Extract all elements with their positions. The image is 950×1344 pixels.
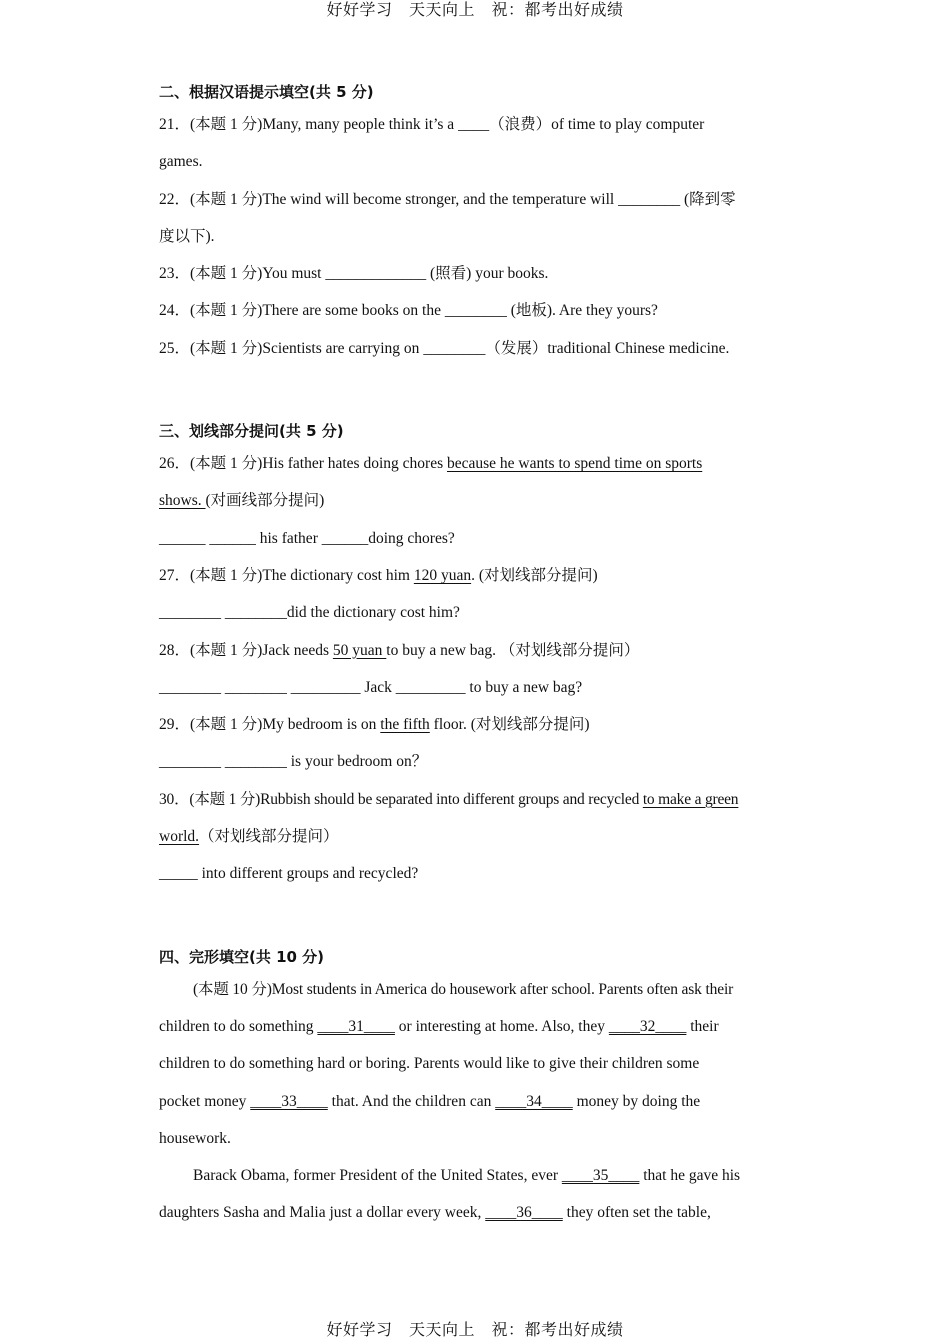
cloze-line: housework. <box>159 1129 231 1147</box>
section-spacer <box>159 367 799 417</box>
section-title-4: 四、完形填空(共 10 分) <box>159 947 325 966</box>
question-22-cont: 度以下). <box>159 227 215 245</box>
question-27: 27．(本题 1 分)The dictionary cost him 120 yuan. (对划线部分提问) <box>159 566 598 584</box>
cloze-blank-35[interactable]: ____35____ <box>561 1167 640 1185</box>
underlined-phrase: to make a green <box>642 790 739 808</box>
answer-blank[interactable]: ________ <box>618 190 681 208</box>
section-title-2: 二、根据汉语提示填空(共 5 分) <box>159 83 374 101</box>
page-header: 好好学习 天天向上 祝：都考出好成绩 <box>326 0 624 19</box>
question-25: 25．(本题 1 分)Scientists are carrying on ________（发展）traditional Chinese medicine. <box>159 339 730 357</box>
answer-line-27[interactable]: ________ ________did the dictionary cost him? <box>159 604 460 622</box>
question-28: 28．(本题 1 分)Jack needs 50 yuan to buy a new bag. （对划线部分提问） <box>159 641 640 659</box>
cloze-line: pocket money ____33____ that. And the children can ____34____ money by doing the <box>159 1092 701 1110</box>
question-21-cont: games. <box>159 153 203 171</box>
answer-line-30[interactable]: _____ into different groups and recycled? <box>159 865 419 883</box>
cloze-line: daughters Sasha and Malia just a dollar every week, ____36____ they often set the table, <box>159 1204 711 1222</box>
question-22: 22．(本题 1 分)The wind will become stronger, and the temperature will ________ (降到零 <box>159 190 736 208</box>
answer-line-28[interactable]: ________ ________ _________ Jack _________ to buy a new bag? <box>159 678 583 696</box>
cloze-line: (本题 10 分)Most students in America do housework after school. Parents often ask their <box>193 980 734 998</box>
answer-blank[interactable]: ________ <box>423 339 486 357</box>
cloze-blank-31[interactable]: ____31____ <box>317 1017 395 1035</box>
cloze-line: Barack Obama, former President of the United States, ever ____35____ that he gave his <box>193 1167 741 1185</box>
question-24: 24．(本题 1 分)There are some books on the ________ (地板). Are they yours? <box>159 302 658 320</box>
underlined-phrase: 120 yuan <box>413 566 472 584</box>
underlined-phrase: the fifth <box>380 716 430 734</box>
answer-line-29[interactable]: ________ ________ is your bedroom on？ <box>159 753 428 771</box>
section-title-3: 三、划线部分提问(共 5 分) <box>159 422 344 441</box>
answer-blank[interactable]: ________ <box>444 302 507 320</box>
underlined-phrase: shows. <box>159 492 206 510</box>
cloze-blank-36[interactable]: ____36____ <box>485 1204 563 1222</box>
question-21: 21．(本题 1 分)Many, many people think it’s a ____（浪费）of time to play computer <box>159 116 705 133</box>
question-30: 30．(本题 1 分)Rubbish should be separated into different groups and recycled to make a green <box>159 790 739 808</box>
question-26-cont: shows. (对画线部分提问) <box>159 492 325 510</box>
answer-blank[interactable]: ____ <box>458 116 490 133</box>
question-30-cont: world.（对划线部分提问） <box>159 828 339 846</box>
page-footer: 好好学习 天天向上 祝：都考出好成绩 <box>326 1320 624 1339</box>
underlined-phrase: 50 yuan <box>332 641 387 659</box>
cloze-blank-33[interactable]: ____33____ <box>250 1092 328 1110</box>
document-body <box>159 78 799 1232</box>
cloze-blank-32[interactable]: ____32____ <box>608 1017 687 1035</box>
cloze-blank-34[interactable]: ____34____ <box>495 1092 573 1110</box>
question-26: 26．(本题 1 分)His father hates doing chores because he wants to spend time on sports <box>159 455 703 473</box>
underlined-phrase: world. <box>159 828 200 846</box>
cloze-line: children to do something ____31____ or interesting at home. Also, they ____32____ their <box>159 1017 719 1035</box>
section-spacer <box>159 893 799 943</box>
question-23: 23．(本题 1 分)You must _____________ (照看) your books. <box>159 265 549 283</box>
answer-blank[interactable]: _____________ <box>325 265 427 283</box>
underlined-phrase: because he wants to spend time on sports <box>446 455 703 473</box>
question-29: 29．(本题 1 分)My bedroom is on the fifth floor. (对划线部分提问) <box>159 716 590 734</box>
answer-line-26[interactable]: ______ ______ his father ______doing chores? <box>159 529 455 547</box>
cloze-line: children to do something hard or boring. Parents would like to give their children some <box>159 1055 700 1073</box>
